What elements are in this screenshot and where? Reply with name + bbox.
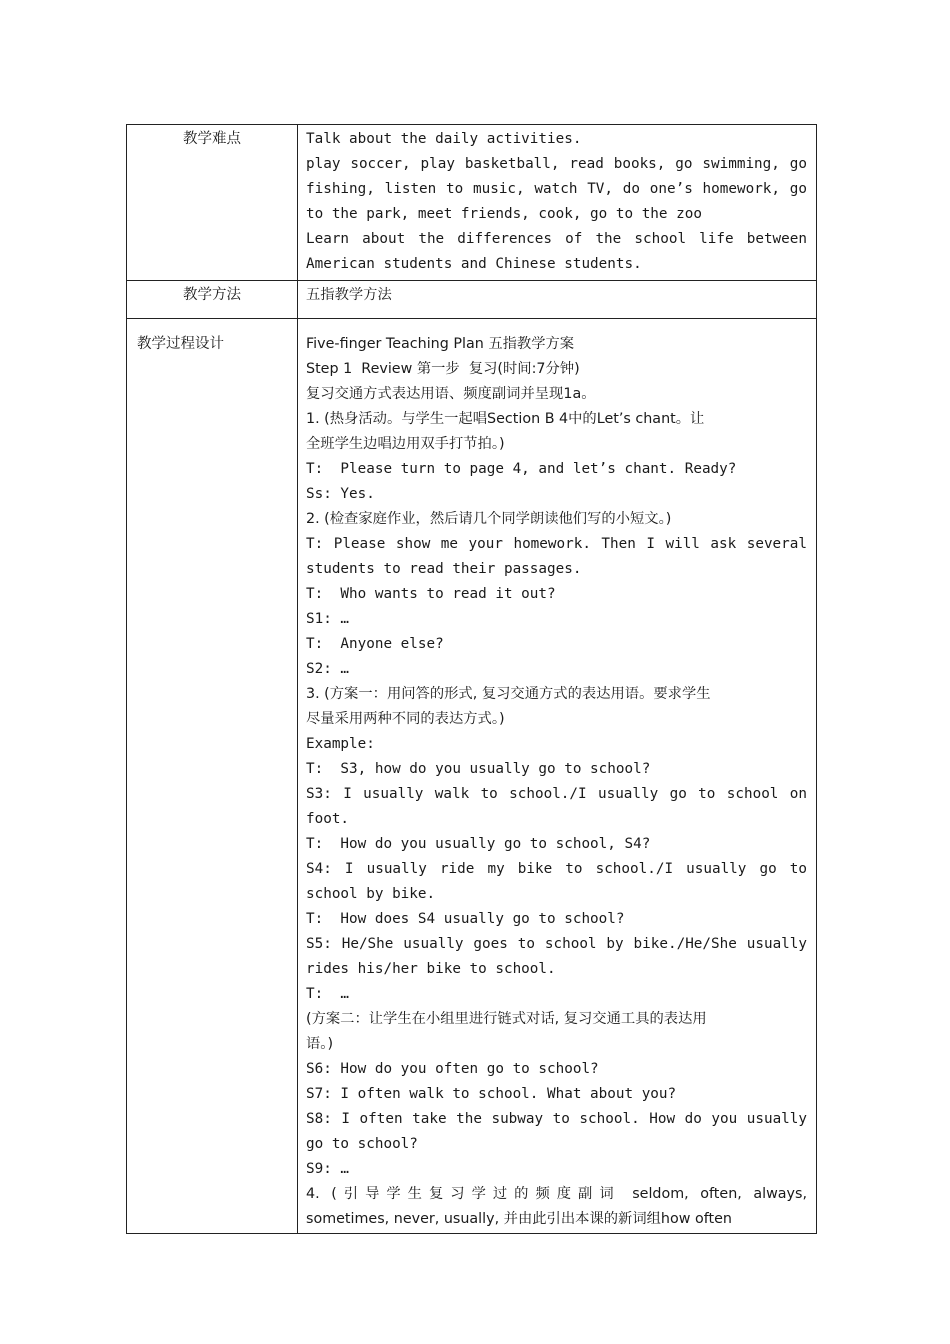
process-line: T: Please show me your homework. Then I will ask several [306, 536, 807, 552]
content-cell [298, 125, 817, 281]
process-line: S9: … [306, 1161, 350, 1177]
method-content [298, 281, 816, 318]
process-line: Step 1 Review 第一步 复习(时间:7分钟) [306, 361, 580, 377]
process-line: T: S3, how do you usually go to school? [306, 761, 651, 777]
difficulty-line: play soccer, play basketball, read books, go swimming, go [306, 156, 807, 172]
process-line: (方案二：让学生在小组里进行链式对话, 复习交通工具的表达用 [306, 1011, 707, 1027]
process-line: T: Who wants to read it out? [306, 586, 556, 602]
difficulty-line: to the park, meet friends, cook, go to the zoo [306, 206, 702, 222]
lesson-plan-table [126, 124, 817, 1234]
row-label-difficulty: 教学难点 [183, 131, 241, 147]
process-line: go to school? [306, 1136, 418, 1152]
process-line: Five-finger Teaching Plan 五指教学方案 [306, 336, 575, 352]
process-line: S5: He/She usually goes to school by bike./He/She usually [306, 936, 807, 952]
process-line: S7: I often walk to school. What about you? [306, 1086, 677, 1102]
table-row-difficulty [127, 125, 817, 281]
process-line: S4: I usually ride my bike to school./I usually go to [306, 861, 807, 877]
process-line: Ss: Yes. [306, 486, 375, 502]
process-line: S6: How do you often go to school? [306, 1061, 599, 1077]
content-cell [298, 281, 817, 319]
process-line: Example: [306, 736, 375, 752]
process-line: 1. (热身活动。与学生一起唱Section B 4中的Let’s chant。让 [306, 411, 705, 427]
process-line: sometimes, never, usually, 并由此引出本课的新词组how often [306, 1211, 732, 1227]
process-content [298, 319, 816, 1233]
process-line: 尽量采用两种不同的表达方式。) [306, 711, 505, 727]
content-cell [298, 319, 817, 1234]
process-line: 3. (方案一：用问答的形式, 复习交通方式的表达用语。要求学生 [306, 686, 711, 702]
process-line: T: How do you usually go to school, S4? [306, 836, 651, 852]
label-cell [127, 281, 298, 319]
difficulty-line: Learn about the differences of the school life between [306, 231, 807, 247]
row-label-process: 教学过程设计 [137, 336, 224, 352]
process-line: T: How does S4 usually go to school? [306, 911, 625, 927]
process-line: S3: I usually walk to school./I usually go to school on [306, 786, 807, 802]
process-line: school by bike. [306, 886, 436, 902]
process-line: T: Anyone else? [306, 636, 444, 652]
difficulty-line: American students and Chinese students. [306, 256, 642, 272]
process-line: rides his/her bike to school. [306, 961, 556, 977]
difficulty-content [298, 125, 816, 280]
process-line: students to read their passages. [306, 561, 582, 577]
process-line: S1: … [306, 611, 350, 627]
table-row-process [127, 319, 817, 1234]
difficulty-line: fishing, listen to music, watch TV, do one’s homework, go [306, 181, 807, 197]
process-line: 复习交通方式表达用语、频度副词并呈现1a。 [306, 386, 596, 402]
process-line: 4. (引导学生复习学过的频度副词 seldom, often, always, [306, 1186, 807, 1202]
process-line: 语。) [306, 1036, 334, 1052]
table-row-method [127, 281, 817, 319]
row-label-method: 教学方法 [183, 287, 241, 303]
difficulty-line: Talk about the daily activities. [306, 131, 582, 147]
method-line: 五指教学方法 [306, 287, 392, 303]
process-line: S8: I often take the subway to school. How do you usually [306, 1111, 807, 1127]
process-line: T: Please turn to page 4, and let’s chant. Ready? [306, 461, 737, 477]
process-line: foot. [306, 811, 350, 827]
process-line: S2: … [306, 661, 350, 677]
process-line: T: … [306, 986, 350, 1002]
label-cell [127, 319, 298, 1234]
process-line: 全班学生边唱边用双手打节拍。) [306, 436, 505, 452]
label-cell [127, 125, 298, 281]
process-line: 2. (检查家庭作业，然后请几个同学朗读他们写的小短文。) [306, 511, 672, 527]
